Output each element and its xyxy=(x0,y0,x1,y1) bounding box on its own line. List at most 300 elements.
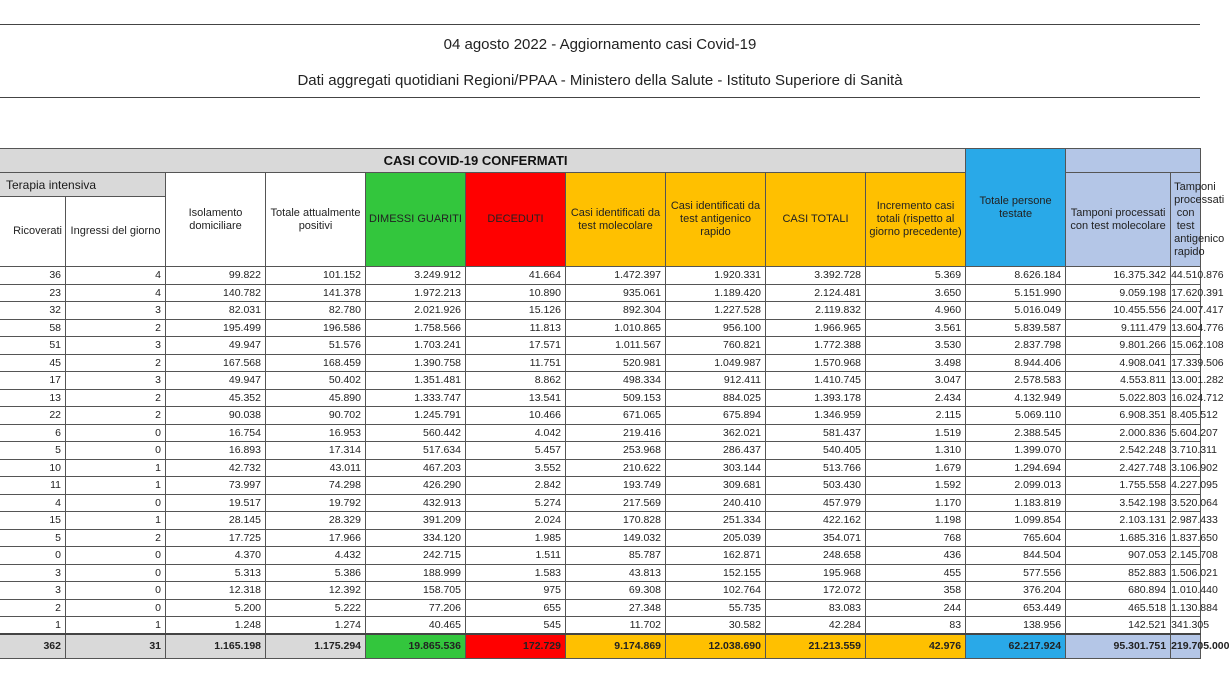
table-cell: 517.634 xyxy=(366,442,466,460)
table-cell: 17.620.391 xyxy=(1171,284,1201,302)
table-cell: 3 xyxy=(66,337,166,355)
table-cell: 85.787 xyxy=(566,547,666,565)
table-cell: 0 xyxy=(66,442,166,460)
table-cell: 765.604 xyxy=(966,529,1066,547)
table-cell: 27.348 xyxy=(566,599,666,617)
table-cell: 73.997 xyxy=(166,477,266,495)
table-row xyxy=(0,267,1201,285)
table-cell: 19.792 xyxy=(266,494,366,512)
total-cell: 62.217.924 xyxy=(966,634,1066,658)
table-cell: 1.333.747 xyxy=(366,389,466,407)
table-cell: 5.839.587 xyxy=(966,319,1066,337)
table-cell: 1.170 xyxy=(866,494,966,512)
table-cell: 5.386 xyxy=(266,564,366,582)
total-cell: 42.976 xyxy=(866,634,966,658)
table-cell: 1.049.987 xyxy=(666,354,766,372)
table-cell: 22 xyxy=(0,407,66,425)
table-cell: 50.402 xyxy=(266,372,366,390)
total-cell: 172.729 xyxy=(466,634,566,658)
table-cell: 2.837.798 xyxy=(966,337,1066,355)
table-cell: 42.732 xyxy=(166,459,266,477)
header-molecular-swabs: Tamponi processati con test molecolare xyxy=(1066,173,1171,267)
table-cell: 12.318 xyxy=(166,582,266,600)
table-cell: 5.369 xyxy=(866,267,966,285)
table-cell: 935.061 xyxy=(566,284,666,302)
table-cell: 6 xyxy=(0,424,66,442)
table-cell: 354.071 xyxy=(766,529,866,547)
table-row xyxy=(0,284,1201,302)
table-cell: 844.504 xyxy=(966,547,1066,565)
header-icu-daily-admissions: Ingressi del giorno xyxy=(66,197,166,267)
header-swabs-group xyxy=(1066,149,1201,173)
table-cell: 391.209 xyxy=(366,512,466,530)
total-cell: 1.165.198 xyxy=(166,634,266,658)
table-cell: 77.206 xyxy=(366,599,466,617)
table-cell: 43.011 xyxy=(266,459,366,477)
header-deaths: DECEDUTI xyxy=(466,173,566,267)
covid-table-container xyxy=(0,148,1230,668)
table-row xyxy=(0,319,1201,337)
table-cell: 286.437 xyxy=(666,442,766,460)
table-cell: 1.010.865 xyxy=(566,319,666,337)
table-cell: 3.542.198 xyxy=(1066,494,1171,512)
table-cell: 3.498 xyxy=(866,354,966,372)
table-cell: 193.749 xyxy=(566,477,666,495)
table-cell: 5.604.207 xyxy=(1171,424,1201,442)
table-cell: 41.664 xyxy=(466,267,566,285)
table-cell: 0 xyxy=(66,599,166,617)
table-cell: 760.821 xyxy=(666,337,766,355)
table-cell: 49.947 xyxy=(166,337,266,355)
table-cell: 1 xyxy=(66,617,166,635)
table-cell: 15.062.108 xyxy=(1171,337,1201,355)
table-row xyxy=(0,599,1201,617)
table-cell: 2 xyxy=(66,389,166,407)
table-cell: 892.304 xyxy=(566,302,666,320)
total-cell: 21.213.559 xyxy=(766,634,866,658)
table-cell: 1.189.420 xyxy=(666,284,766,302)
table-cell: 3.520.064 xyxy=(1171,494,1201,512)
table-cell: 141.378 xyxy=(266,284,366,302)
table-cell: 36 xyxy=(0,267,66,285)
table-cell: 362.021 xyxy=(666,424,766,442)
table-cell: 10 xyxy=(0,459,66,477)
table-cell: 5.274 xyxy=(466,494,566,512)
table-cell: 2.021.926 xyxy=(366,302,466,320)
table-cell: 11.813 xyxy=(466,319,566,337)
table-cell: 3.106.902 xyxy=(1171,459,1201,477)
table-cell: 457.979 xyxy=(766,494,866,512)
table-cell: 40.465 xyxy=(366,617,466,635)
table-cell: 45.352 xyxy=(166,389,266,407)
table-row xyxy=(0,547,1201,565)
table-cell: 13 xyxy=(0,389,66,407)
table-cell: 23 xyxy=(0,284,66,302)
table-cell: 17.339.506 xyxy=(1171,354,1201,372)
table-cell: 334.120 xyxy=(366,529,466,547)
table-cell: 3.710.311 xyxy=(1171,442,1201,460)
table-cell: 2 xyxy=(66,354,166,372)
table-cell: 455 xyxy=(866,564,966,582)
table-cell: 3.530 xyxy=(866,337,966,355)
table-cell: 4.132.949 xyxy=(966,389,1066,407)
table-cell: 1 xyxy=(66,512,166,530)
table-cell: 5.022.803 xyxy=(1066,389,1171,407)
table-cell: 42.284 xyxy=(766,617,866,635)
table-cell: 671.065 xyxy=(566,407,666,425)
table-row xyxy=(0,407,1201,425)
table-cell: 2.000.836 xyxy=(1066,424,1171,442)
table-cell: 3.249.912 xyxy=(366,267,466,285)
table-row xyxy=(0,564,1201,582)
table-cell: 2.115 xyxy=(866,407,966,425)
table-cell: 158.705 xyxy=(366,582,466,600)
table-cell: 0 xyxy=(66,582,166,600)
table-cell: 4.370 xyxy=(166,547,266,565)
header-currently-positive: Totale attualmente positivi xyxy=(266,173,366,267)
table-cell: 5.222 xyxy=(266,599,366,617)
table-cell: 162.871 xyxy=(666,547,766,565)
table-cell: 426.290 xyxy=(366,477,466,495)
table-cell: 884.025 xyxy=(666,389,766,407)
table-cell: 83 xyxy=(866,617,966,635)
table-cell: 309.681 xyxy=(666,477,766,495)
table-cell: 0 xyxy=(0,547,66,565)
table-cell: 195.499 xyxy=(166,319,266,337)
table-cell: 1.966.965 xyxy=(766,319,866,337)
table-cell: 1.198 xyxy=(866,512,966,530)
table-cell: 581.437 xyxy=(766,424,866,442)
total-cell: 1.175.294 xyxy=(266,634,366,658)
table-cell: 195.968 xyxy=(766,564,866,582)
table-cell: 1.703.241 xyxy=(366,337,466,355)
table-cell: 152.155 xyxy=(666,564,766,582)
table-cell: 1.245.791 xyxy=(366,407,466,425)
table-cell: 32 xyxy=(0,302,66,320)
banner-confirmed-cases: CASI COVID-19 CONFERMATI xyxy=(0,149,966,173)
table-cell: 6.908.351 xyxy=(1066,407,1171,425)
table-cell: 5.069.110 xyxy=(966,407,1066,425)
header-home-isolation: Isolamento domiciliare xyxy=(166,173,266,267)
table-cell: 3.047 xyxy=(866,372,966,390)
table-cell: 251.334 xyxy=(666,512,766,530)
table-cell: 8.626.184 xyxy=(966,267,1066,285)
table-cell: 74.298 xyxy=(266,477,366,495)
table-cell: 4.553.811 xyxy=(1066,372,1171,390)
table-cell: 15 xyxy=(0,512,66,530)
table-cell: 2.987.433 xyxy=(1171,512,1201,530)
table-row xyxy=(0,582,1201,600)
table-cell: 1.346.959 xyxy=(766,407,866,425)
table-cell: 219.416 xyxy=(566,424,666,442)
table-cell: 341.305 xyxy=(1171,617,1201,635)
table-cell: 5.016.049 xyxy=(966,302,1066,320)
table-cell: 1.755.558 xyxy=(1066,477,1171,495)
table-cell: 2.578.583 xyxy=(966,372,1066,390)
table-cell: 16.953 xyxy=(266,424,366,442)
table-cell: 9.111.479 xyxy=(1066,319,1171,337)
table-cell: 1.248 xyxy=(166,617,266,635)
table-cell: 1.399.070 xyxy=(966,442,1066,460)
table-cell: 242.715 xyxy=(366,547,466,565)
table-cell: 1.679 xyxy=(866,459,966,477)
table-cell: 2.388.545 xyxy=(966,424,1066,442)
table-cell: 43.813 xyxy=(566,564,666,582)
table-cell: 912.411 xyxy=(666,372,766,390)
total-cell: 9.174.869 xyxy=(566,634,666,658)
table-cell: 13.604.776 xyxy=(1171,319,1201,337)
header-icu-admitted: Ricoverati xyxy=(0,197,66,267)
table-cell: 1.183.819 xyxy=(966,494,1066,512)
table-cell: 55.735 xyxy=(666,599,766,617)
table-cell: 1.390.758 xyxy=(366,354,466,372)
table-cell: 1.351.481 xyxy=(366,372,466,390)
report-subtitle: Dati aggregati quotidiani Regioni/PPAA - Ministero della Salute - Istituto Superiore di Sanità xyxy=(297,72,903,89)
table-cell: 138.956 xyxy=(966,617,1066,635)
table-cell: 5.151.990 xyxy=(966,284,1066,302)
table-cell: 1.011.567 xyxy=(566,337,666,355)
table-cell: 1.227.528 xyxy=(666,302,766,320)
table-cell: 172.072 xyxy=(766,582,866,600)
table-cell: 149.032 xyxy=(566,529,666,547)
table-cell: 4.227.095 xyxy=(1171,477,1201,495)
table-cell: 45.890 xyxy=(266,389,366,407)
table-cell: 432.913 xyxy=(366,494,466,512)
table-row xyxy=(0,477,1201,495)
table-cell: 16.754 xyxy=(166,424,266,442)
table-cell: 142.521 xyxy=(1066,617,1171,635)
table-cell: 653.449 xyxy=(966,599,1066,617)
table-cell: 8.944.406 xyxy=(966,354,1066,372)
table-cell: 102.764 xyxy=(666,582,766,600)
table-cell: 513.766 xyxy=(766,459,866,477)
table-cell: 2.434 xyxy=(866,389,966,407)
table-cell: 1.985 xyxy=(466,529,566,547)
table-cell: 17.725 xyxy=(166,529,266,547)
table-cell: 303.144 xyxy=(666,459,766,477)
table-cell: 503.430 xyxy=(766,477,866,495)
table-cell: 1.099.854 xyxy=(966,512,1066,530)
table-cell: 168.459 xyxy=(266,354,366,372)
table-cell: 4.432 xyxy=(266,547,366,565)
table-cell: 1.685.316 xyxy=(1066,529,1171,547)
table-cell: 852.883 xyxy=(1066,564,1171,582)
table-cell: 2 xyxy=(66,407,166,425)
table-cell: 1.519 xyxy=(866,424,966,442)
table-row xyxy=(0,529,1201,547)
table-cell: 1.583 xyxy=(466,564,566,582)
table-cell: 2 xyxy=(66,529,166,547)
table-cell: 2.103.131 xyxy=(1066,512,1171,530)
table-cell: 1.130.884 xyxy=(1171,599,1201,617)
total-cell: 19.865.536 xyxy=(366,634,466,658)
table-cell: 16.375.342 xyxy=(1066,267,1171,285)
table-cell: 2 xyxy=(0,599,66,617)
table-cell: 4 xyxy=(66,284,166,302)
table-cell: 1.294.694 xyxy=(966,459,1066,477)
table-cell: 2 xyxy=(66,319,166,337)
table-cell: 465.518 xyxy=(1066,599,1171,617)
header-total-tested: Totale persone testate xyxy=(966,149,1066,267)
table-cell: 217.569 xyxy=(566,494,666,512)
table-cell: 5 xyxy=(0,442,66,460)
table-cell: 30.582 xyxy=(666,617,766,635)
table-cell: 4 xyxy=(66,267,166,285)
table-cell: 10.890 xyxy=(466,284,566,302)
table-cell: 140.782 xyxy=(166,284,266,302)
table-cell: 5.457 xyxy=(466,442,566,460)
table-cell: 58 xyxy=(0,319,66,337)
table-cell: 1 xyxy=(0,617,66,635)
totals-row xyxy=(0,634,1201,658)
table-cell: 2.427.748 xyxy=(1066,459,1171,477)
table-cell: 5 xyxy=(0,529,66,547)
header-total-cases: CASI TOTALI xyxy=(766,173,866,267)
table-cell: 2.099.013 xyxy=(966,477,1066,495)
table-row xyxy=(0,424,1201,442)
table-cell: 28.329 xyxy=(266,512,366,530)
table-cell: 196.586 xyxy=(266,319,366,337)
table-cell: 3 xyxy=(66,302,166,320)
table-cell: 3 xyxy=(0,582,66,600)
header-recovered: DIMESSI GUARITI xyxy=(366,173,466,267)
table-cell: 1.837.650 xyxy=(1171,529,1201,547)
covid-cases-table xyxy=(0,148,1230,659)
table-cell: 498.334 xyxy=(566,372,666,390)
table-cell: 248.658 xyxy=(766,547,866,565)
table-row xyxy=(0,354,1201,372)
table-cell: 17.314 xyxy=(266,442,366,460)
table-cell: 1 xyxy=(66,477,166,495)
table-cell: 8.405.512 xyxy=(1171,407,1201,425)
table-row xyxy=(0,442,1201,460)
table-cell: 0 xyxy=(66,424,166,442)
table-cell: 19.517 xyxy=(166,494,266,512)
total-cell: 12.038.690 xyxy=(666,634,766,658)
table-cell: 9.059.198 xyxy=(1066,284,1171,302)
table-cell: 1.274 xyxy=(266,617,366,635)
table-cell: 10.455.556 xyxy=(1066,302,1171,320)
table-cell: 1 xyxy=(66,459,166,477)
table-cell: 436 xyxy=(866,547,966,565)
table-cell: 13.001.282 xyxy=(1171,372,1201,390)
table-cell: 2.024 xyxy=(466,512,566,530)
table-cell: 4.908.041 xyxy=(1066,354,1171,372)
table-cell: 11 xyxy=(0,477,66,495)
table-cell: 3 xyxy=(0,564,66,582)
table-cell: 210.622 xyxy=(566,459,666,477)
table-row xyxy=(0,389,1201,407)
table-cell: 17.966 xyxy=(266,529,366,547)
table-cell: 82.780 xyxy=(266,302,366,320)
table-cell: 1.410.745 xyxy=(766,372,866,390)
table-cell: 1.506.021 xyxy=(1171,564,1201,582)
header-molecular-cases: Casi identificati da test molecolare xyxy=(566,173,666,267)
table-cell: 540.405 xyxy=(766,442,866,460)
table-cell: 4 xyxy=(0,494,66,512)
table-cell: 1.472.397 xyxy=(566,267,666,285)
table-cell: 956.100 xyxy=(666,319,766,337)
header-intensive-care: Terapia intensiva xyxy=(0,173,166,197)
table-cell: 205.039 xyxy=(666,529,766,547)
table-cell: 167.568 xyxy=(166,354,266,372)
table-cell: 0 xyxy=(66,547,166,565)
table-cell: 4.042 xyxy=(466,424,566,442)
table-cell: 545 xyxy=(466,617,566,635)
table-cell: 51.576 xyxy=(266,337,366,355)
table-cell: 2.124.481 xyxy=(766,284,866,302)
table-cell: 2.145.708 xyxy=(1171,547,1201,565)
table-cell: 1.772.388 xyxy=(766,337,866,355)
table-cell: 28.145 xyxy=(166,512,266,530)
table-cell: 1.511 xyxy=(466,547,566,565)
table-cell: 44.510.876 xyxy=(1171,267,1201,285)
table-cell: 253.968 xyxy=(566,442,666,460)
table-row xyxy=(0,372,1201,390)
table-cell: 680.894 xyxy=(1066,582,1171,600)
total-cell: 31 xyxy=(66,634,166,658)
table-cell: 13.541 xyxy=(466,389,566,407)
header-daily-increase: Incremento casi totali (rispetto al giorno precedente) xyxy=(866,173,966,267)
table-cell: 376.204 xyxy=(966,582,1066,600)
table-cell: 1.758.566 xyxy=(366,319,466,337)
table-cell: 11.702 xyxy=(566,617,666,635)
table-cell: 907.053 xyxy=(1066,547,1171,565)
table-cell: 45 xyxy=(0,354,66,372)
table-row xyxy=(0,337,1201,355)
table-cell: 9.801.266 xyxy=(1066,337,1171,355)
table-cell: 24.007.417 xyxy=(1171,302,1201,320)
table-cell: 560.442 xyxy=(366,424,466,442)
table-cell: 3.561 xyxy=(866,319,966,337)
table-cell: 1.972.213 xyxy=(366,284,466,302)
table-body xyxy=(0,267,1230,659)
table-cell: 82.031 xyxy=(166,302,266,320)
table-cell: 3.650 xyxy=(866,284,966,302)
table-cell: 240.410 xyxy=(666,494,766,512)
table-cell: 1.920.331 xyxy=(666,267,766,285)
header-antigen-swabs: Tamponi processati con test antigenico rapido xyxy=(1171,173,1201,267)
table-cell: 101.152 xyxy=(266,267,366,285)
table-cell: 16.024.712 xyxy=(1171,389,1201,407)
table-cell: 2.842 xyxy=(466,477,566,495)
table-cell: 975 xyxy=(466,582,566,600)
table-cell: 422.162 xyxy=(766,512,866,530)
table-cell: 1.592 xyxy=(866,477,966,495)
table-cell: 16.893 xyxy=(166,442,266,460)
table-cell: 2.119.832 xyxy=(766,302,866,320)
total-cell: 362 xyxy=(0,634,66,658)
table-cell: 3.392.728 xyxy=(766,267,866,285)
table-cell: 51 xyxy=(0,337,66,355)
table-cell: 3.552 xyxy=(466,459,566,477)
table-cell: 5.313 xyxy=(166,564,266,582)
table-cell: 1.010.440 xyxy=(1171,582,1201,600)
table-cell: 2.542.248 xyxy=(1066,442,1171,460)
table-row xyxy=(0,302,1201,320)
table-cell: 3 xyxy=(66,372,166,390)
table-cell: 577.556 xyxy=(966,564,1066,582)
table-cell: 8.862 xyxy=(466,372,566,390)
report-title: 04 agosto 2022 - Aggiornamento casi Covid-19 xyxy=(443,36,757,53)
table-cell: 90.702 xyxy=(266,407,366,425)
table-cell: 188.999 xyxy=(366,564,466,582)
table-cell: 358 xyxy=(866,582,966,600)
table-cell: 83.083 xyxy=(766,599,866,617)
table-row xyxy=(0,512,1201,530)
table-cell: 4.960 xyxy=(866,302,966,320)
table-cell: 1.570.968 xyxy=(766,354,866,372)
